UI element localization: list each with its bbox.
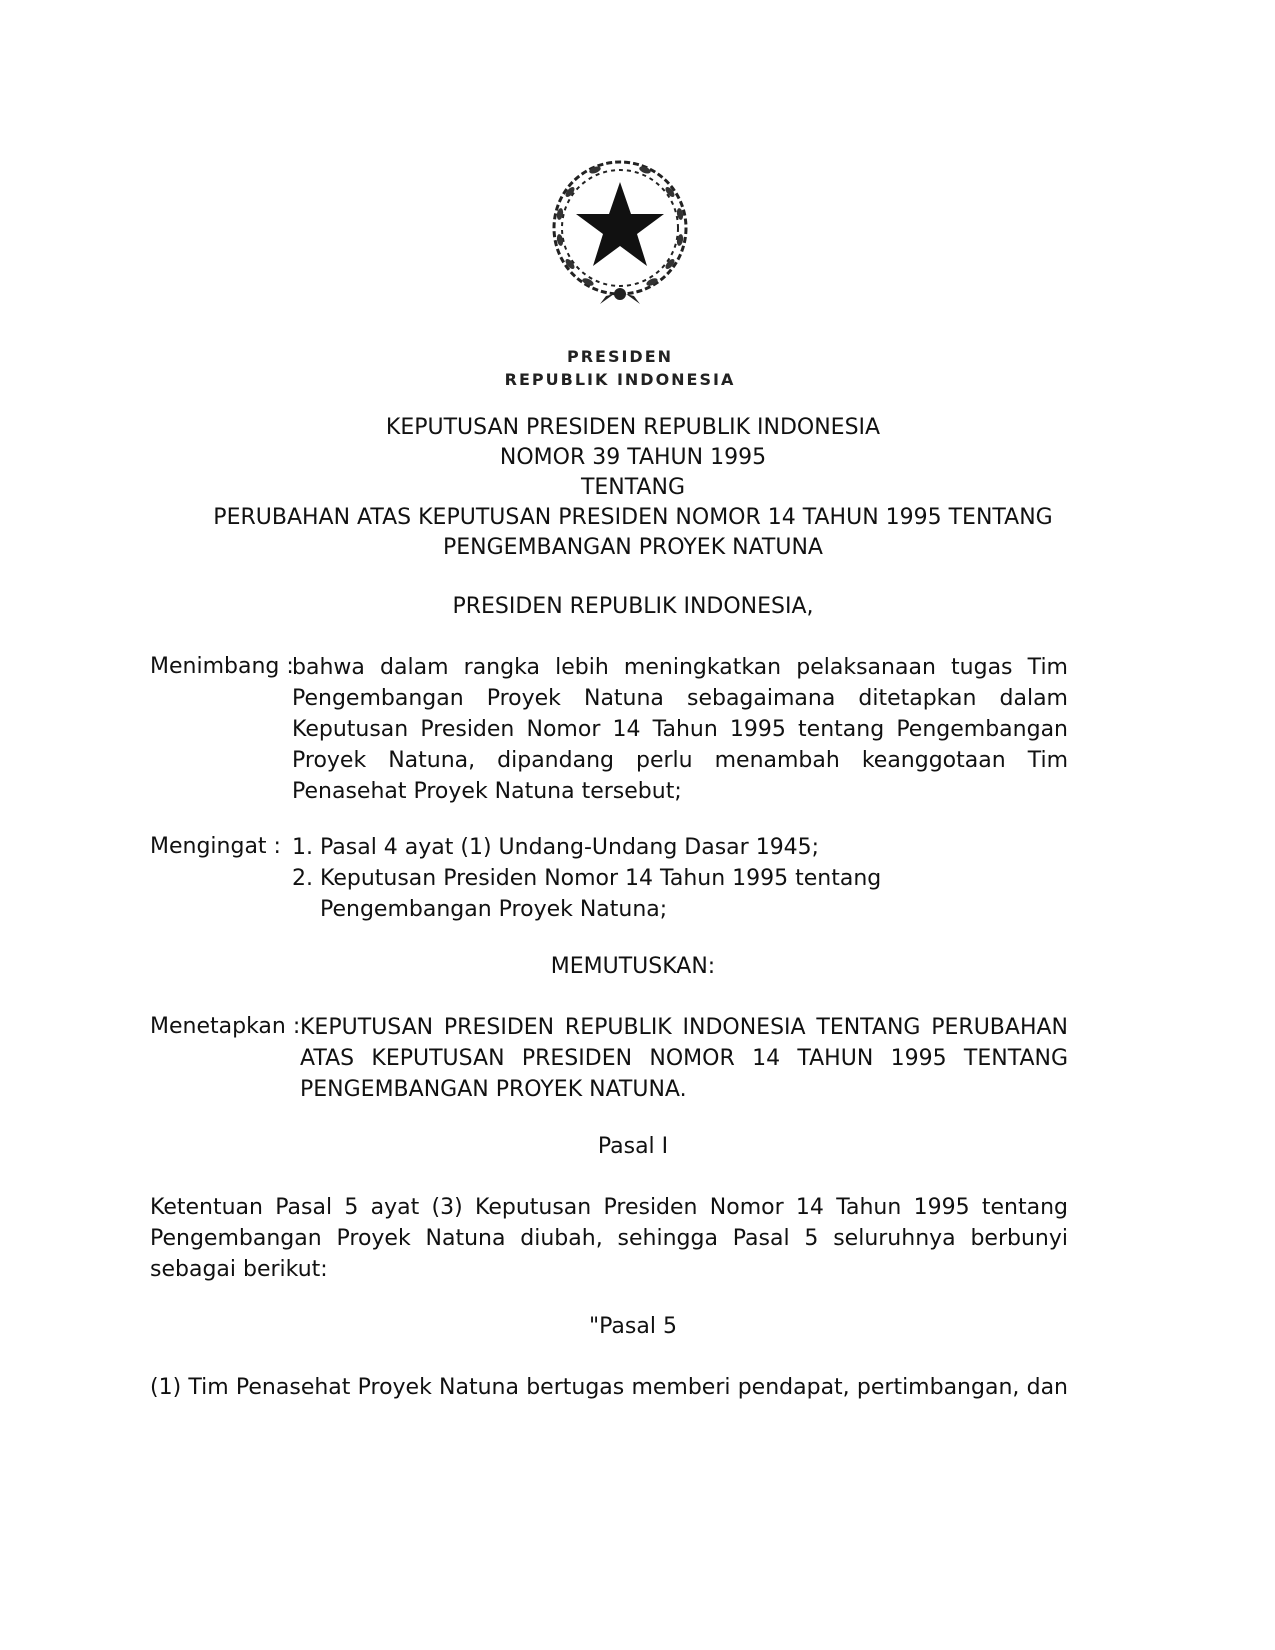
mengingat-item-number: 2.: [292, 866, 313, 891]
pasal-i-text: [150, 1192, 1068, 1285]
mengingat-item-number: 1.: [292, 835, 313, 860]
document-number: NOMOR 39 TAHUN 1995: [499, 445, 767, 470]
menimbang-paragraph: bahwa dalam rangka lebih meningkatkan pelaksanaan tugas Tim Pengembangan Proyek Natuna sebagaimana ditetapkan dalam Keputusan Presiden Nomor 14 Tahun 1995 tentang Pengembangan Proyek Natuna, dipandang perlu menambah keanggotaan Tim Penasehat Proyek Natuna tersebut;: [292, 655, 1068, 804]
mengingat-item-2: [292, 863, 1068, 925]
issuer-heading: PRESIDEN REPUBLIK INDONESIA,: [452, 594, 814, 619]
menetapkan-paragraph: KEPUTUSAN PRESIDEN REPUBLIK INDONESIA TENTANG PERUBAHAN ATAS KEPUTUSAN PRESIDEN NOMOR 14 TAHUN 1995 TENTANG PENGEMBANGAN PROYEK NATUNA.: [300, 1015, 1068, 1102]
menimbang-label: Menimbang :: [150, 654, 294, 679]
mengingat-item-1: [292, 832, 1068, 863]
pasal-i-heading: Pasal I: [597, 1134, 669, 1159]
memutuskan-heading: MEMUTUSKAN:: [550, 954, 716, 979]
document-subject-line2: PENGEMBANGAN PROYEK NATUNA: [443, 535, 823, 560]
mengingat-label: Mengingat :: [150, 834, 281, 859]
garuda-emblem-icon: [540, 152, 700, 312]
document-title: KEPUTUSAN PRESIDEN REPUBLIK INDONESIA: [385, 415, 881, 440]
pasal-5-item-1: [150, 1372, 1068, 1403]
document-subject-line1: PERUBAHAN ATAS KEPUTUSAN PRESIDEN NOMOR 14 TAHUN 1995 TENTANG: [213, 505, 1053, 530]
mengingat-item-text: Keputusan Presiden Nomor 14 Tahun 1995 tentang Pengembangan Proyek Natuna;: [320, 866, 882, 922]
mengingat-item-text: Pasal 4 ayat (1) Undang-Undang Dasar 1945;: [320, 835, 820, 860]
menetapkan-text: [300, 1012, 1068, 1105]
emblem-caption-presiden: PRESIDEN: [566, 347, 674, 366]
pasal-5-item-1-text: (1) Tim Penasehat Proyek Natuna bertugas memberi pendapat, pertimbangan, dan: [150, 1375, 1068, 1400]
document-tentang: TENTANG: [580, 475, 686, 500]
mengingat-list: [292, 832, 1068, 925]
menetapkan-label: Menetapkan :: [150, 1014, 301, 1039]
pasal-i-paragraph: Ketentuan Pasal 5 ayat (3) Keputusan Presiden Nomor 14 Tahun 1995 tentang Pengembangan Proyek Natuna diubah, sehingga Pasal 5 seluruhnya berbunyi sebagai berikut:: [150, 1195, 1068, 1282]
pasal-5-heading: "Pasal 5: [589, 1314, 677, 1339]
menimbang-text: [292, 652, 1068, 807]
emblem-caption-republik: REPUBLIK INDONESIA: [504, 370, 736, 389]
